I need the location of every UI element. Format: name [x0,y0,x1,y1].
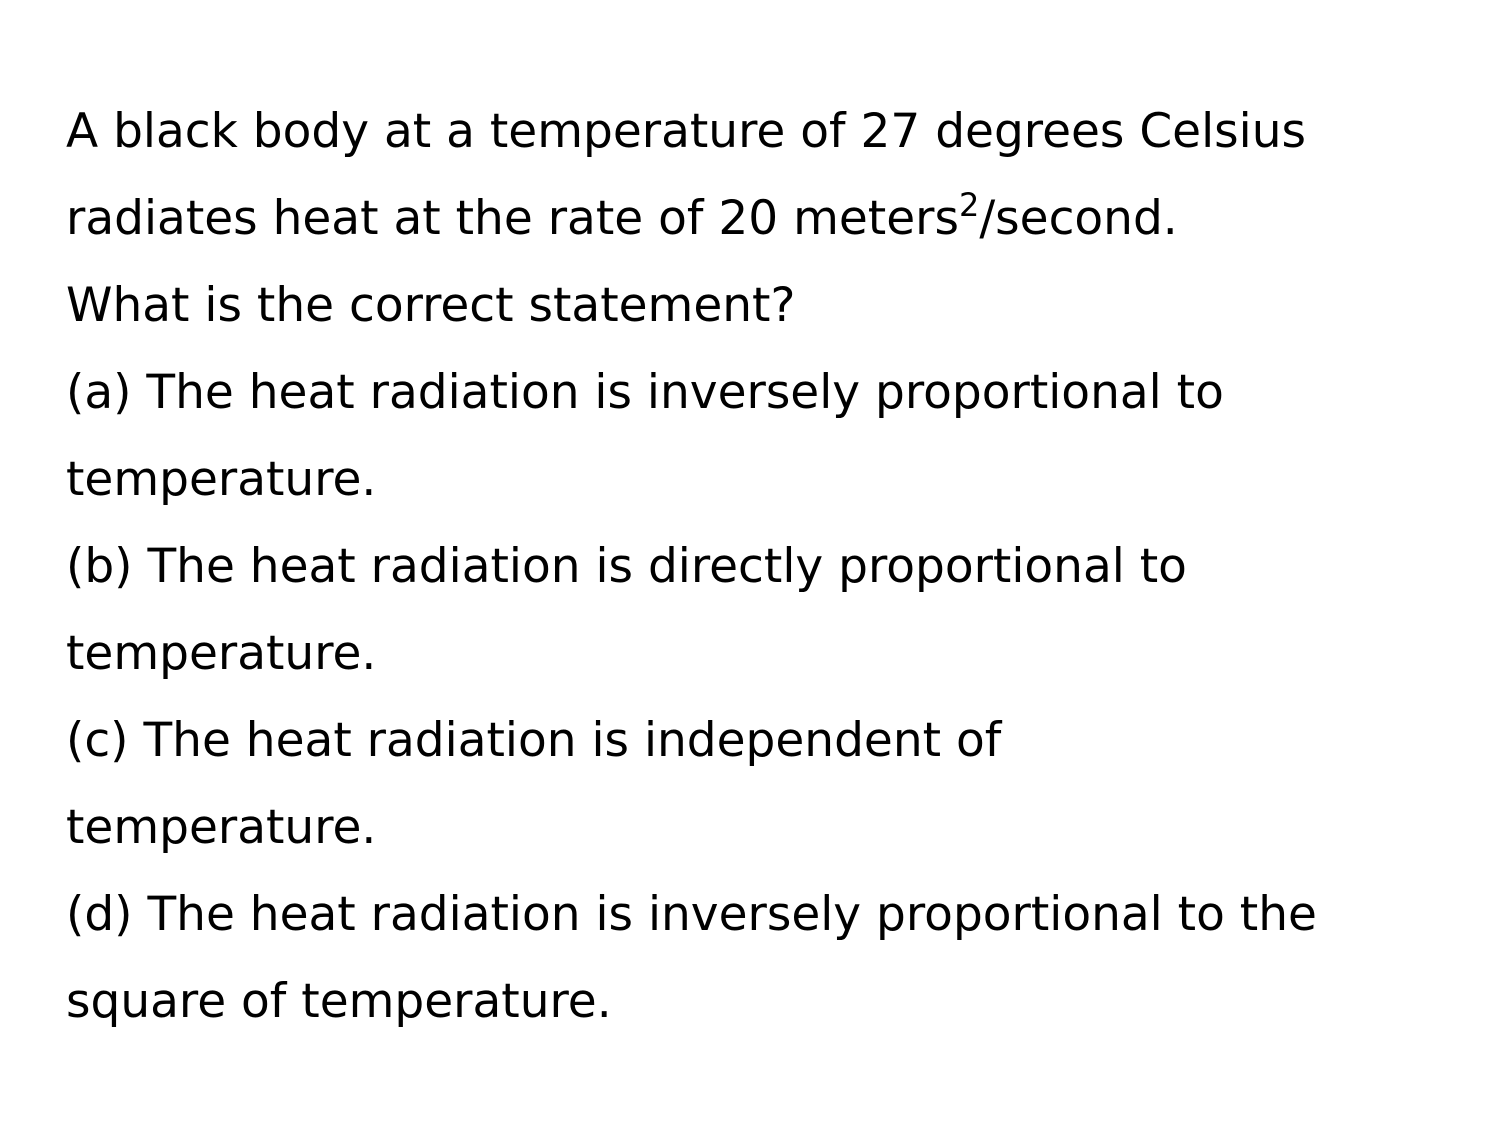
question-document [66,88,1466,1045]
question-line-2-unit: /second. [979,191,1178,246]
option-c-line-2: temperature. [66,800,377,855]
option-c-line-1: (c) The heat radiation is independent of [66,713,1002,768]
exponent-superscript: 2 [958,186,980,224]
question-prompt: What is the correct statement? [66,278,796,333]
option-a-line-1: (a) The heat radiation is inversely proportional to [66,365,1224,420]
option-d-line-1: (d) The heat radiation is inversely proportional to the [66,887,1317,942]
option-b-line-2: temperature. [66,626,377,681]
question-line-2-text: radiates heat at the rate of 20 meters [66,191,959,246]
option-d-line-2: square of temperature. [66,974,612,1029]
question-line-2 [66,175,1466,262]
option-a-line-2: temperature. [66,452,377,507]
option-b-line-1: (b) The heat radiation is directly proportional to [66,539,1187,594]
question-line-1: A black body at a temperature of 27 degrees Celsius [66,104,1306,159]
